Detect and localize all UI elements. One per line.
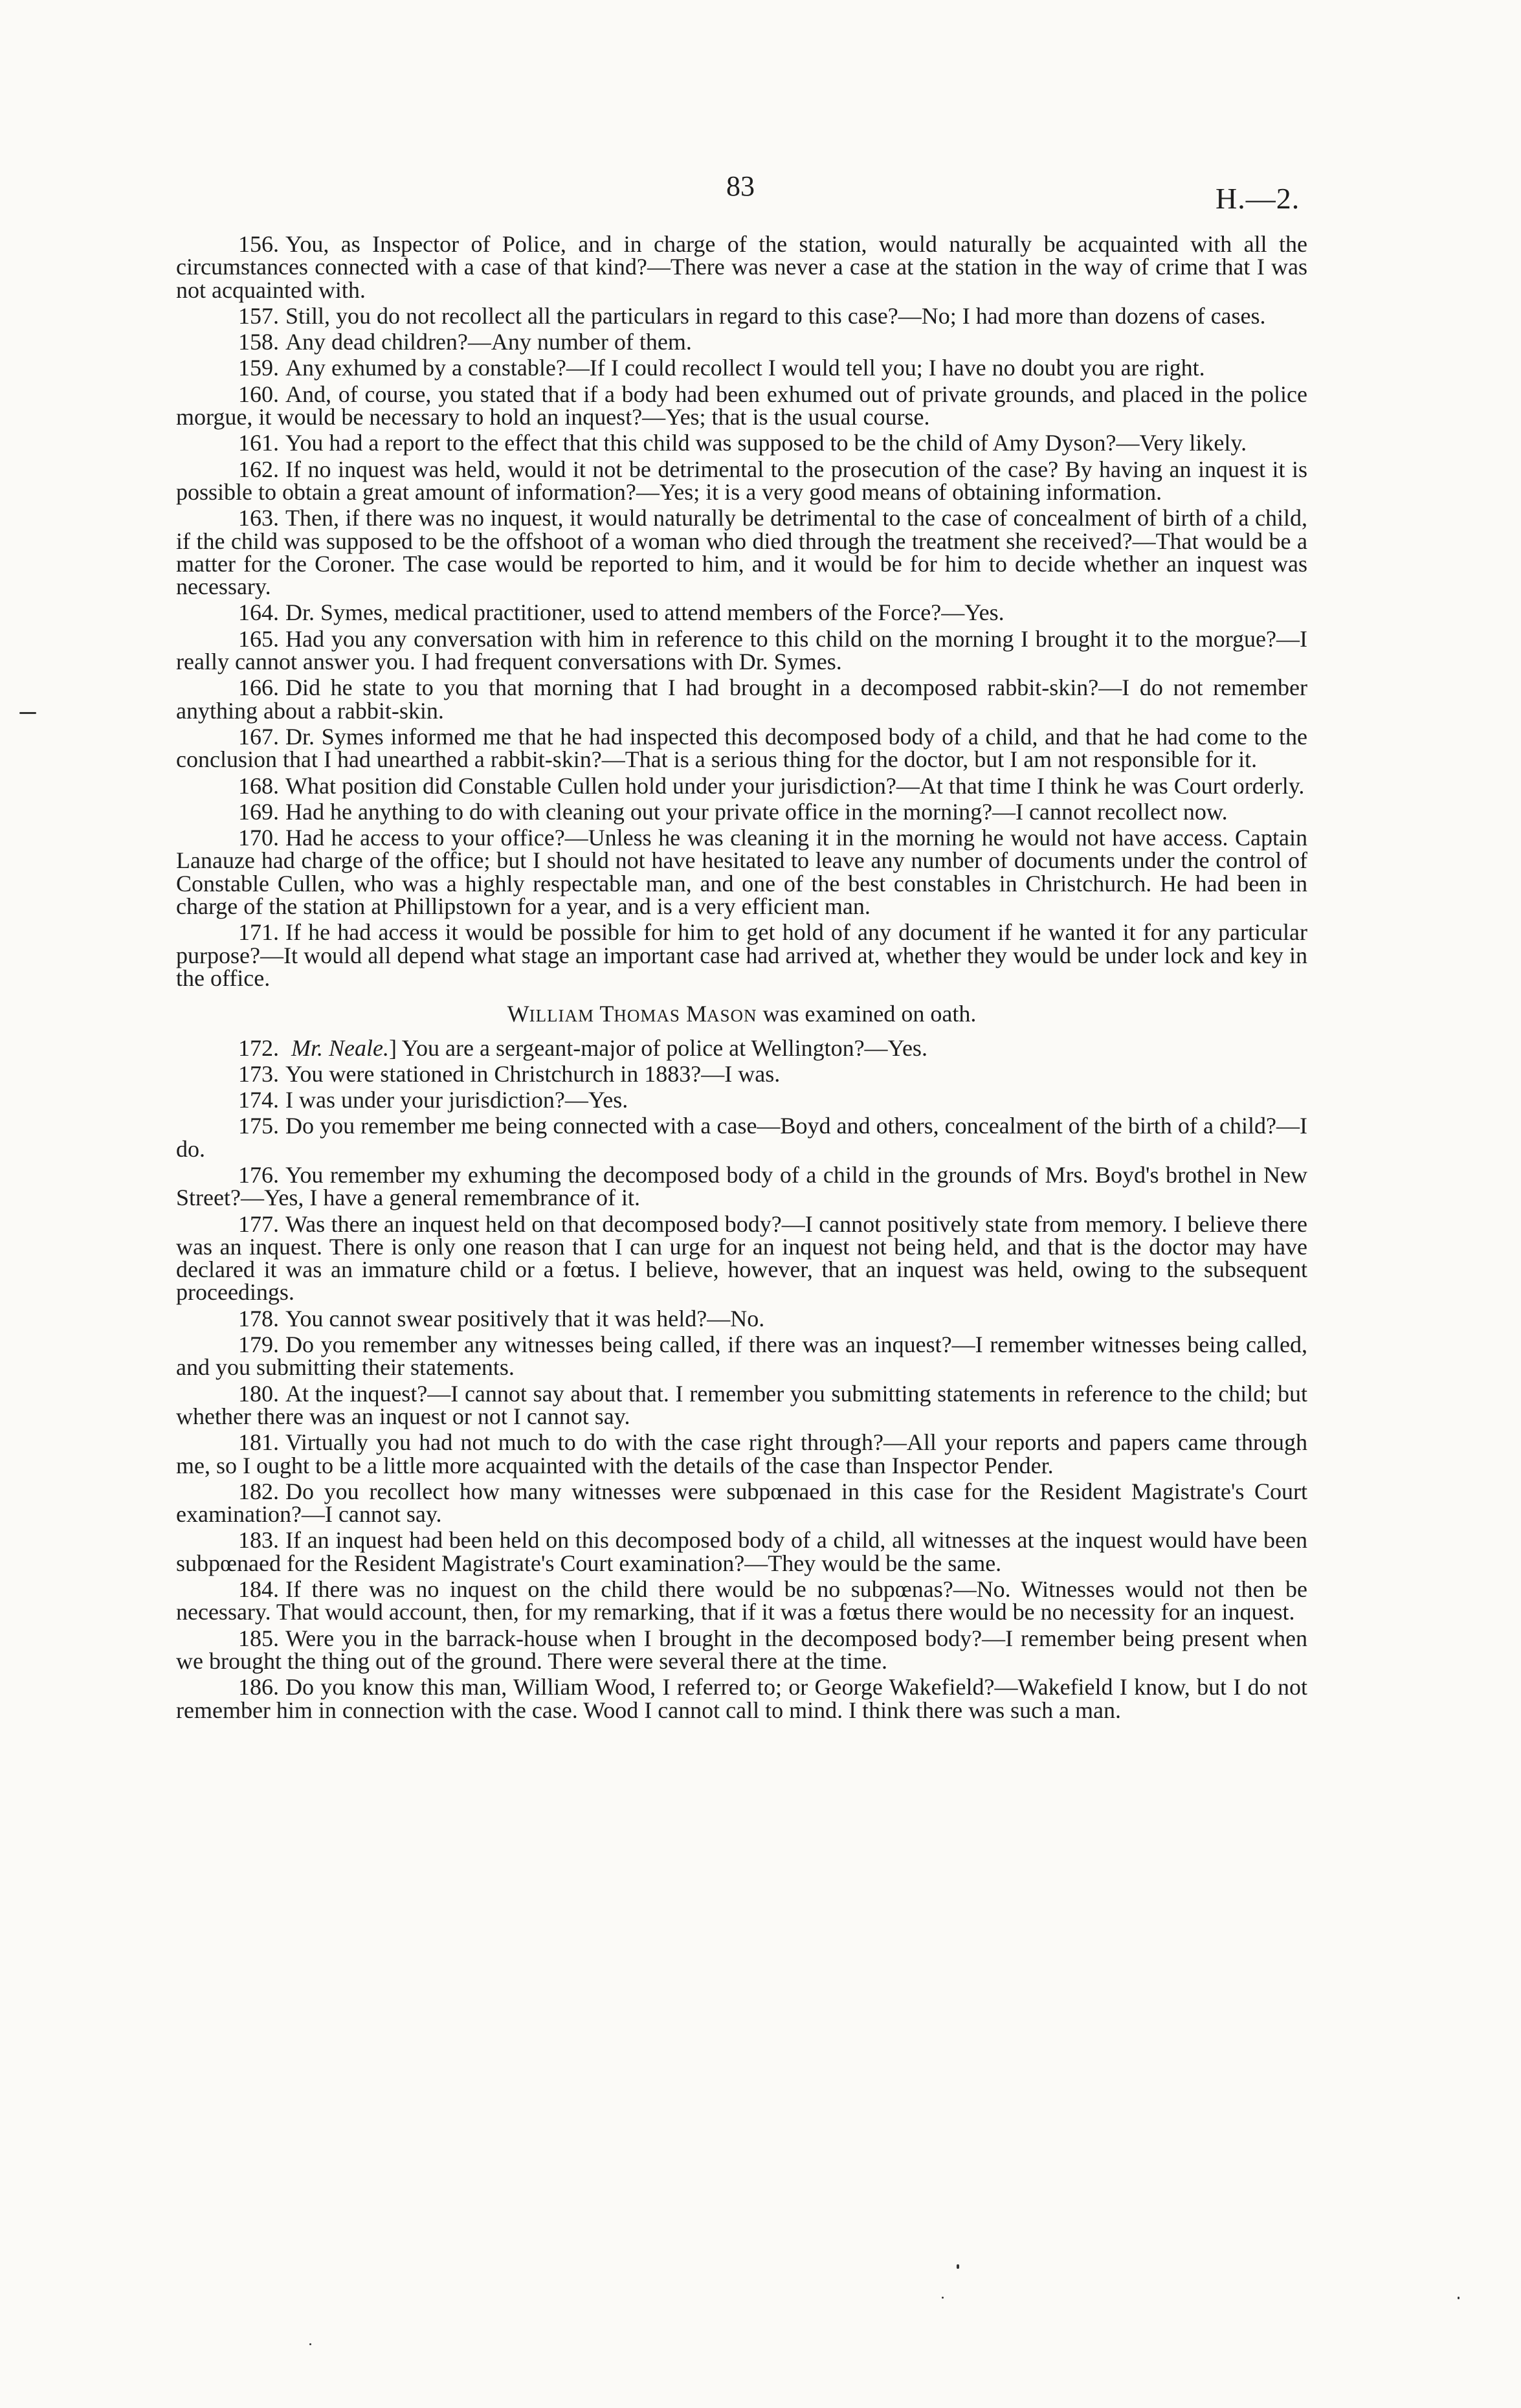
paragraph-number: 158. <box>238 329 279 355</box>
question-paragraph-169 <box>176 798 1307 825</box>
mason-examination <box>176 1060 1307 1723</box>
paragraph-text: At the inquest?—I cannot say about that. I remember you submitting statements in reference to the child; but whether there was an inquest or not I cannot say. <box>176 1380 1307 1429</box>
paragraph-text: Then, if there was no inquest, it would naturally be detrimental to the case of concealment of birth of a child, if the child was supposed to be the offshoot of a woman who died through the treatment she received?—That would be a matter for the Coroner. The case would be reported to him, and it would be for him to decide whether an inquest was necessary. <box>176 505 1307 600</box>
paragraph-number: 171. <box>238 919 279 946</box>
paragraph-text: What position did Constable Cullen hold under your jurisdiction?—At that time I think he was Court orderly. <box>285 772 1305 799</box>
speaker-name: Mr. Neale. <box>291 1034 389 1061</box>
paragraph-number: 177. <box>238 1210 279 1237</box>
paragraph-number: 178. <box>238 1305 279 1332</box>
question-paragraph-168 <box>176 772 1307 799</box>
paragraph-number: 166. <box>238 674 279 701</box>
paragraph-text: If no inquest was held, would it not be detrimental to the prosecution of the case? By having an inquest it is possible to obtain a great amount of information?—Yes; it is a very good means of obtaining information. <box>176 456 1307 505</box>
paragraph-number: 170. <box>238 825 279 851</box>
paragraph-text: Did he state to you that morning that I had brought in a decomposed rabbit-skin?—I do not remember anything about a rabbit-skin. <box>176 674 1307 724</box>
paragraph-text: Virtually you had not much to do with the case right through?—All your reports and papers came through me, so I ought to be a little more acquainted with the details of the case than Inspector Pender. <box>176 1429 1307 1478</box>
paragraph-text: You were stationed in Christchurch in 1883?—I was. <box>285 1060 781 1087</box>
paragraph-text: You cannot swear positively that it was held?—No. <box>285 1305 765 1332</box>
paragraph-number: 161. <box>238 430 279 456</box>
paragraph-text: Dr. Symes, medical practitioner, used to attend members of the Force?—Yes. <box>285 599 1005 626</box>
paragraph-text: I was under your jurisdiction?—Yes. <box>285 1087 628 1113</box>
question-paragraph-172 <box>176 1034 1307 1061</box>
paragraph-text: Dr. Symes informed me that he had inspected this decomposed body of a child, and that he had come to the conclusion that I had unearthed a rabbit-skin?—That is a serious thing for the doctor, but I am not responsible for it. <box>176 723 1307 773</box>
question-paragraph-181 <box>176 1431 1307 1477</box>
question-paragraph-161 <box>176 432 1307 454</box>
question-paragraph-184 <box>176 1578 1307 1624</box>
question-paragraph-158 <box>176 331 1307 353</box>
paragraph-number: 180. <box>238 1380 279 1407</box>
inspector-examination <box>176 233 1307 990</box>
ink-speck <box>309 2343 311 2345</box>
question-paragraph-159 <box>176 357 1307 379</box>
question-paragraph-186 <box>176 1676 1307 1722</box>
question-paragraph-167 <box>176 723 1307 773</box>
paragraph-number: 164. <box>238 599 279 626</box>
paragraph-text: You, as Inspector of Police, and in charge of the station, would naturally be acquainted with all the circumstances connected with a case of that kind?—There was never a case at the station in the way of crime that I was not acquainted with. <box>176 231 1307 303</box>
paragraph-number: 176. <box>238 1161 279 1188</box>
witness-heading: WILLIAM THOMAS MASON was examined on oath. <box>507 1001 977 1027</box>
paragraph-text: If he had access it would be possible for him to get hold of any document if he wanted it for any particular purpose?—It would all depend what stage an important case had arrived at, whether they would be under lock and key in the office. <box>176 919 1307 991</box>
question-paragraph-164 <box>176 601 1307 624</box>
paragraph-number: 169. <box>238 798 279 825</box>
page-number: 83 <box>726 170 755 202</box>
paragraph-number: 184. <box>238 1576 279 1603</box>
question-paragraph-176 <box>176 1161 1307 1211</box>
question-paragraph-179 <box>176 1333 1307 1379</box>
paragraph-text: Had he anything to do with cleaning out your private office in the morning?—I cannot recollect now. <box>285 798 1228 825</box>
paragraph-number: 159. <box>238 355 279 381</box>
question-paragraph-175 <box>176 1115 1307 1161</box>
paragraph-text: Do you remember me being connected with a case—Boyd and others, concealment of the birth of a child?—I do. <box>176 1113 1307 1162</box>
paragraph-number: 160. <box>238 381 279 407</box>
question-paragraph-170 <box>176 827 1307 918</box>
paragraph-number: 174. <box>238 1087 279 1113</box>
paragraph-number: 156. <box>238 231 279 257</box>
paragraph-number: 182. <box>238 1478 279 1504</box>
paragraph-text: Any dead children?—Any number of them. <box>285 329 692 355</box>
paragraph-text: Were you in the barrack-house when I brought in the decomposed body?—I remember being present when we brought the thing out of the ground. There were several there at the time. <box>176 1625 1307 1674</box>
paragraph-number: 181. <box>238 1429 279 1456</box>
paragraph-text: Do you remember any witnesses being called, if there was an inquest?—I remember witnesses being called, and you submitting their statements. <box>176 1332 1307 1381</box>
paragraph-text: You had a report to the effect that this child was supposed to be the child of Amy Dyson?—Very likely. <box>285 430 1247 456</box>
ink-speck <box>957 2264 959 2269</box>
document-code: H.—2. <box>1216 182 1300 215</box>
paragraph-number: 162. <box>238 456 279 482</box>
question-paragraph-160 <box>176 383 1307 429</box>
question-paragraph-178 <box>176 1305 1307 1332</box>
question-paragraph-185 <box>176 1627 1307 1673</box>
paragraph-text: Had you any conversation with him in reference to this child on the morning I brought it to the morgue?—I really cannot answer you. I had frequent conversations with Dr. Symes. <box>176 625 1307 675</box>
ink-speck <box>942 2297 944 2299</box>
paragraph-number: 168. <box>238 772 279 799</box>
paragraph-number: 183. <box>238 1527 279 1554</box>
paragraph-text: Had he access to your office?—Unless he was cleaning it in the morning he would not have access. Captain Lanauze had charge of the office; but I should not have hesitated to leave any number of documents under the control of Constable Cullen, who was a highly respectable man, and one of the best constables in Christchurch. He had been in charge of the station at Phillipstown for a year, and is a very efficient man. <box>176 825 1307 920</box>
ink-speck <box>1458 2297 1460 2299</box>
paragraph-number: 163. <box>238 505 279 531</box>
paragraph-number: 167. <box>238 723 279 750</box>
paragraph-number: 165. <box>238 625 279 652</box>
paragraph-text: Do you know this man, William Wood, I referred to; or George Wakefield?—Wakefield I know, but I do not remember him in connection with the case. Wood I cannot call to mind. I think there was such a man. <box>176 1674 1307 1723</box>
question-paragraph-182 <box>176 1480 1307 1526</box>
question-paragraph-183 <box>176 1529 1307 1575</box>
paragraph-number: 186. <box>238 1674 279 1700</box>
paragraph-number: 157. <box>238 302 279 329</box>
margin-dash-mark <box>19 712 36 714</box>
paragraph-text: Still, you do not recollect all the particulars in regard to this case?—No; I had more than dozens of cases. <box>285 302 1266 329</box>
paragraph-number: 185. <box>238 1625 279 1651</box>
question-paragraph-156 <box>176 233 1307 302</box>
paragraph-number: 173. <box>238 1060 279 1087</box>
paragraph-text: Any exhumed by a constable?—If I could recollect I would tell you; I have no doubt you are right. <box>285 355 1205 381</box>
question-paragraph-177 <box>176 1210 1307 1306</box>
question-paragraph-165 <box>176 625 1307 675</box>
paragraph-number: 172. <box>238 1034 279 1061</box>
paragraph-text: Do you recollect how many witnesses were subpœnaed in this case for the Resident Magistrate's Court examination?—I cannot say. <box>176 1478 1307 1528</box>
question-paragraph-166 <box>176 676 1307 722</box>
paragraph-text: You are a sergeant-major of police at Wellington?—Yes. <box>401 1034 927 1061</box>
paragraph-text: You remember my exhuming the decomposed body of a child in the grounds of Mrs. Boyd's brothel in New Street?—Yes, I have a general remembrance of it. <box>176 1161 1307 1211</box>
question-paragraph-173 <box>176 1060 1307 1087</box>
paragraph-number: 179. <box>238 1332 279 1358</box>
question-paragraph-157 <box>176 302 1307 329</box>
question-paragraph-174 <box>176 1089 1307 1111</box>
paragraph-text: Was there an inquest held on that decomposed body?—I cannot positively state from memory. I believe there was an inquest. There is only one reason that I can urge for an inquest not being held, and that is the doctor may have declared it was an immature child or a fœtus. I believe, however, that an inquest was held, owing to the subsequent proceedings. <box>176 1210 1307 1306</box>
question-paragraph-163 <box>176 507 1307 598</box>
paragraph-number: 175. <box>238 1113 279 1139</box>
question-paragraph-171 <box>176 921 1307 990</box>
document-body <box>176 233 1307 1725</box>
paragraph-text: If there was no inquest on the child there would be no subpœnas?—No. Witnesses would not then be necessary. That would account, then, for my remarking, that if it was a fœtus there would be no necessity for an inquest. <box>176 1576 1307 1625</box>
question-paragraph-162 <box>176 458 1307 504</box>
paragraph-text: And, of course, you stated that if a body had been exhumed out of private grounds, and placed in the police morgue, it would be necessary to hold an inquest?—Yes; that is the usual course. <box>176 381 1307 430</box>
paragraph-text: If an inquest had been held on this decomposed body of a child, all witnesses at the inquest would have been subpœnaed for the Resident Magistrate's Court examination?—They would be the same. <box>176 1527 1307 1576</box>
speaker-bracket: ] <box>388 1034 397 1061</box>
question-paragraph-180 <box>176 1380 1307 1429</box>
